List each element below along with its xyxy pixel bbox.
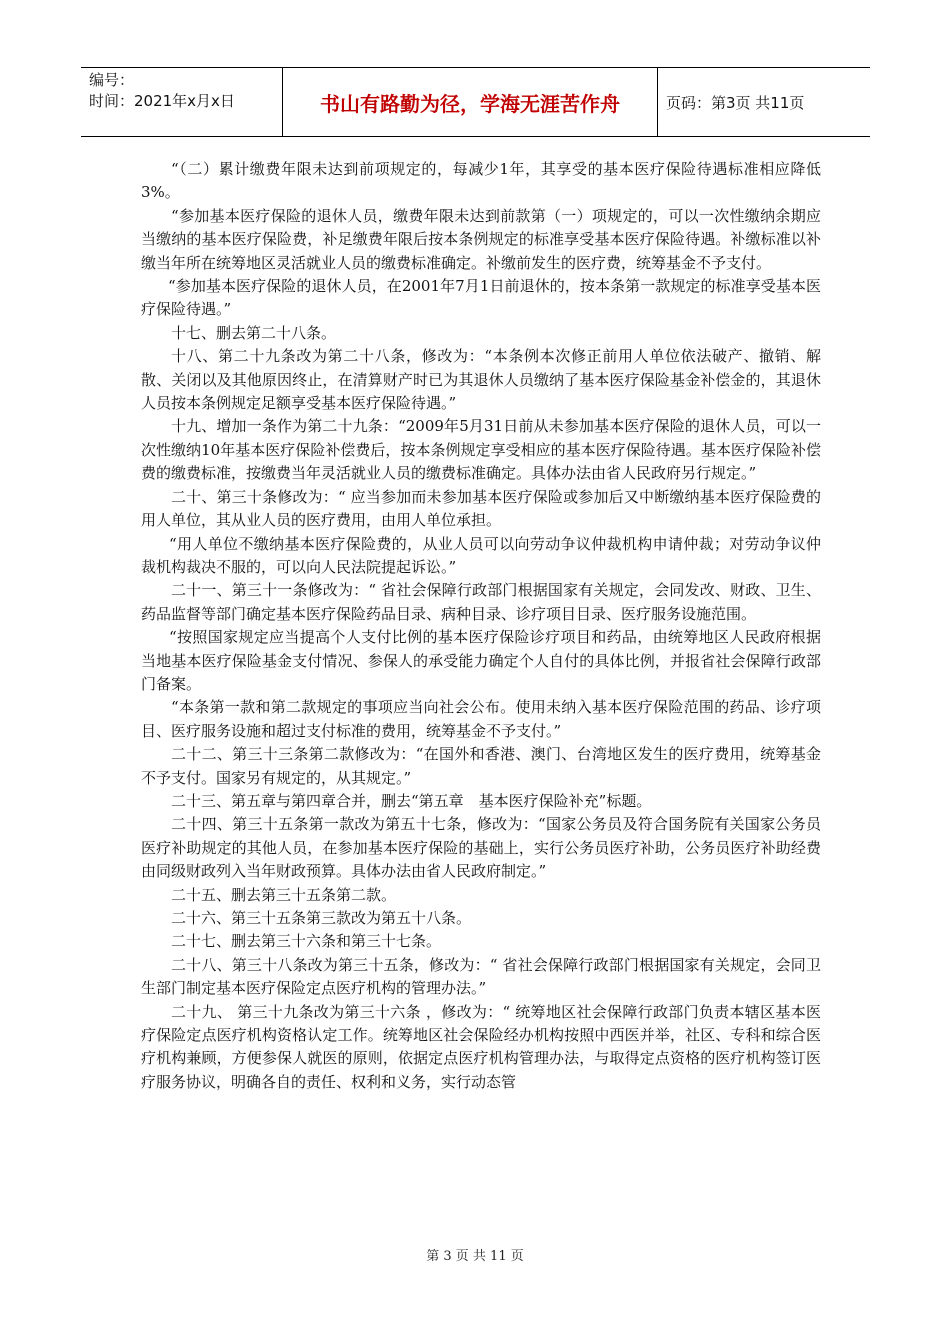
paragraph-8: “用人单位不缴纳基本医疗保险费的，从业人员可以向劳动争议仲裁机构申请仲裁；对劳动争议仲裁机构裁决不服的，可以向人民法院提起诉讼。” xyxy=(141,534,821,576)
header-meta-cell xyxy=(81,68,283,136)
paragraph-2: “参加基本医疗保险的退休人员，缴费年限未达到前款第（一）项规定的，可以一次性缴纳余期应当缴纳的基本医疗保险费，补足缴费年限后按本条例规定的标准享受基本医疗保险待遇。补缴标准以补缴当年所在统筹地区灵活就业人员的缴费标准确定。补缴前发生的医疗费，统筹基金不予支付。 xyxy=(141,206,821,272)
motto-cell xyxy=(283,68,658,136)
date-label: 时间：2021年x月x日 xyxy=(89,92,235,110)
paragraph-18: 二十八、第三十八条改为第三十五条，修改为：“ 省社会保障行政部门根据国家有关规定，会同卫生部门制定基本医疗保险定点医疗机构的管理办法。” xyxy=(141,955,821,998)
paragraph-7: 二十、第三十条修改为：“ 应当参加而未参加基本医疗保险或参加后又中断缴纳基本医疗保险费的用人单位，其从业人员的医疗费用，由用人单位承担。 xyxy=(141,487,821,530)
paragraph-3: “参加基本医疗保险的退休人员，在2001年7月1日前退休的，按本条第一款规定的标准享受基本医疗保险待遇。” xyxy=(141,277,821,319)
paragraph-11: “本条第一款和第二款规定的事项应当向社会公布。使用未纳入基本医疗保险范围的药品、诊疗项目、医疗服务设施和超过支付标准的费用，统筹基金不予支付。” xyxy=(141,698,821,740)
paragraph-6: 十九、增加一条作为第二十九条：“2009年5月31日前从未参加基本医疗保险的退休人员，可以一次性缴纳10年基本医疗保险补偿费后，按本条例规定享受相应的基本医疗保险待遇。基本医疗保险补偿费的缴费标准，按缴费当年灵活就业人员的缴费标准确定。具体办法由省人民政府另行规定。” xyxy=(141,417,821,483)
document-body xyxy=(141,158,821,1094)
paragraph-15: 二十五、删去第三十五条第二款。 xyxy=(171,885,397,904)
footer-page-number: 第 3 页 共 11 页 xyxy=(426,1249,524,1264)
paragraph-14: 二十四、第三十五条第一款改为第五十七条，修改为：“国家公务员及符合国务院有关国家公务员医疗补助规定的其他人员，在参加基本医疗保险的基础上，实行公务员医疗补助，公务员医疗补助经费由同级财政列入当年财政预算。具体办法由省人民政府制定。” xyxy=(141,815,821,881)
paragraph-9: 二十一、第三十一条修改为：“ 省社会保障行政部门根据国家有关规定，会同发改、财政、卫生、药品监督等部门确定基本医疗保险药品目录、病种目录、诊疗项目目录、医疗服务设施范围。 xyxy=(141,581,821,623)
paragraph-4: 十七、删去第二十八条。 xyxy=(171,323,337,342)
paragraph-16: 二十六、第三十五条第三款改为第五十八条。 xyxy=(171,909,472,927)
paragraph-1: “（二）累计缴费年限未达到前项规定的，每减少1年，其享受的基本医疗保险待遇标准相应降低3%。 xyxy=(141,160,821,202)
paragraph-5: 十八、第二十九条改为第二十八条，修改为：“本条例本次修正前用人单位依法破产、撤销、解散、关闭以及其他原因终止，在清算财产时已为其退休人员缴纳了基本医疗保险基金补偿金的，其退休人员按本条例规定足额享受基本医疗保险待遇。” xyxy=(141,347,821,413)
paragraph-10: “按照国家规定应当提高个人支付比例的基本医疗保险诊疗项目和药品，由统筹地区人民政府根据当地基本医疗保险基金支付情况、参保人的承受能力确定个人自付的具体比例，并报省社会保障行政部门备案。 xyxy=(141,628,821,693)
motto-text: 书山有路勤为径，学海无涯苦作舟 xyxy=(320,91,620,116)
paragraph-12: 二十二、第三十三条第二款修改为：“在国外和香港、澳门、台湾地区发生的医疗费用，统筹基金不予支付。国家另有规定的，从其规定。” xyxy=(141,745,821,787)
paragraph-19: 二十九、 第三十九条改为第三十六条 ，修改为：“ 统筹地区社会保障行政部门负责本辖区基本医疗保险定点医疗机构资格认定工作。统筹地区社会保险经办机构按照中西医并举，社区、专科和综合医疗机构兼顾，方便参保人就医的原则，依据定点医疗机构管理办法，与取得定点资格的医疗机构签订医疗服务协议，明确各自的责任、权利和义务，实行动态管 xyxy=(141,1002,821,1091)
page-number-cell xyxy=(658,68,870,136)
page-footer xyxy=(0,1245,950,1264)
document-header xyxy=(81,67,870,137)
header-page-label: 页码：第3页 共11页 xyxy=(666,93,805,112)
serial-number-label: 编号： xyxy=(89,71,135,89)
paragraph-17: 二十七、删去第三十六条和第三十七条。 xyxy=(171,932,442,951)
paragraph-13: 二十三、第五章与第四章合并，删去“第五章 基本医疗保险补充”标题。 xyxy=(171,791,652,810)
